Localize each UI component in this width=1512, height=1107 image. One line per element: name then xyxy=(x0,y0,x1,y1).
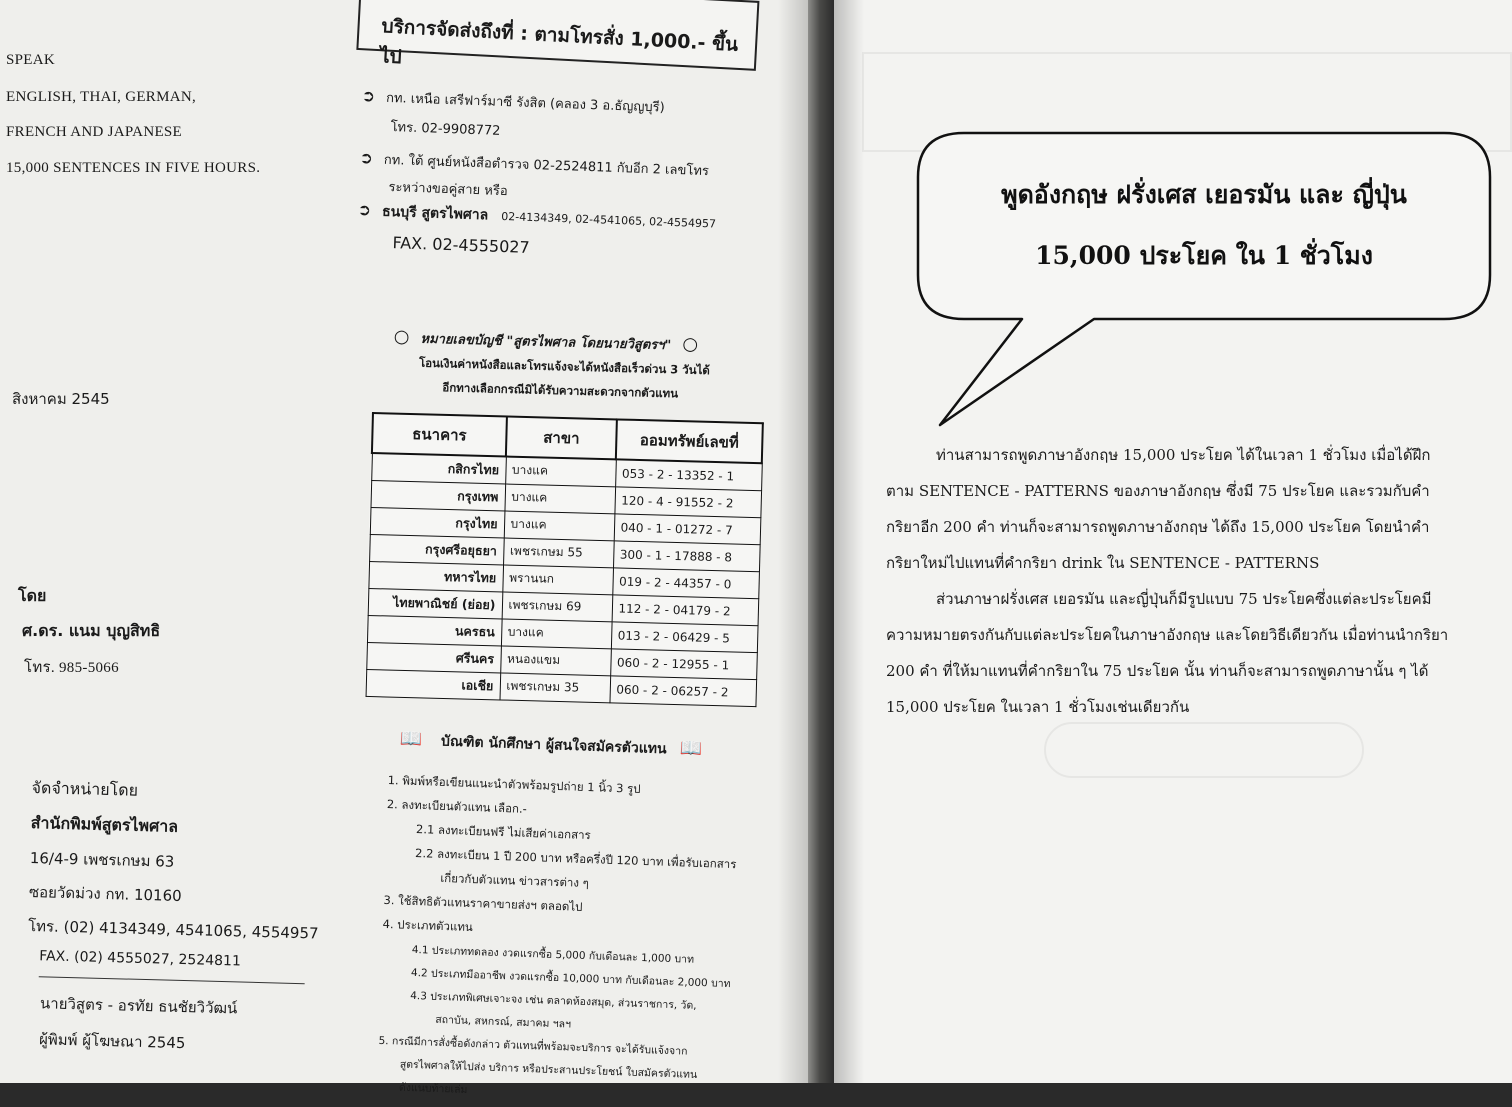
cell-number: 060 - 2 - 12955 - 1 xyxy=(610,648,757,679)
distributor-name: สำนักพิมพ์สูตรไพศาล xyxy=(30,812,179,836)
paragraph-line: ส่วนภาษาฝรั่งเศส เยอรมัน และญี่ปุ่นก็มีรูปแบบ 75 ประโยคซึ่งแต่ละประโยคมี xyxy=(936,590,1432,608)
account-title-row xyxy=(393,326,710,356)
list-item: 3. ใช้สิทธิตัวแทนราคาขายส่งฯ ตลอดไป xyxy=(383,892,583,914)
cell-branch: บางแค xyxy=(504,484,615,514)
cell-bank: ศรีนคร xyxy=(366,642,501,672)
cell-branch: บางแค xyxy=(505,457,616,487)
list-item: 2.1 ลงทะเบียนฟรี ไม่เสียค่าเอกสาร xyxy=(415,822,591,843)
cell-bank: นครธน xyxy=(367,615,502,645)
list-item: ดังแนบท้ายเล่ม xyxy=(398,1081,468,1096)
book-icon: 📖 xyxy=(679,737,703,760)
arrow-icon: ➲ xyxy=(361,86,376,106)
cell-number: 019 - 2 - 44357 - 0 xyxy=(612,567,759,598)
header-bank: ธนาคาร xyxy=(372,413,507,456)
circle-icon: ○ xyxy=(393,326,410,348)
divider xyxy=(39,976,305,984)
cell-bank: กรุงเทพ xyxy=(371,480,506,510)
list-item: 5. กรณีมีการสั่งซื้อดังกล่าว ตัวแทนที่พร้อมจะบริการ จะได้รับแจ้งจาก xyxy=(378,1034,688,1058)
account-block xyxy=(392,326,711,404)
cell-branch: บางแค xyxy=(501,618,612,648)
account-note-2: อีกทางเลือกกรณีมิได้รับความสะดวกจากตัวแทน xyxy=(442,380,679,401)
cell-number: 040 - 1 - 01272 - 7 xyxy=(614,513,761,544)
publish-date: สิงหาคม 2545 xyxy=(12,390,110,408)
page-shadow xyxy=(834,0,864,1083)
paragraph-line: ความหมายตรงกันกับแต่ละประโยคในภาษาอังกฤษ และโดยวิธีเดียวกัน เมื่อท่านนำกริยา xyxy=(886,626,1449,644)
cell-branch: เพชรเกษม 35 xyxy=(500,672,611,702)
publisher-role: ผู้พิมพ์ ผู้โฆษณา 2545 xyxy=(38,1030,186,1053)
cell-bank: กสิกรไทย xyxy=(371,453,506,483)
cell-bank: ทหารไทย xyxy=(368,561,503,591)
delivery-north-phone: โทร. 02-9908772 xyxy=(390,120,501,139)
account-note-1: โอนเงินค่าหนังสือและโทรแจ้งจะได้หนังสือเร็วด่วน 3 วันได้ xyxy=(418,355,711,378)
right-page xyxy=(834,0,1512,1083)
cell-branch: หนองแขม xyxy=(500,645,611,675)
delivery-thonburi: ➲ ธนบุรี สูตรไพศาล 02-4134349, 02-4541065, 02-4554957 xyxy=(357,199,717,231)
cell-bank: กรุงไทย xyxy=(370,507,505,537)
cell-number: 120 - 4 - 91552 - 2 xyxy=(614,486,761,517)
author-phone: โทร. 985-5066 xyxy=(24,660,119,676)
title-line-4: 15,000 SENTENCES IN FIVE HOURS. xyxy=(6,160,261,176)
paragraph-line: 15,000 ประโยค ในเวลา 1 ชั่วโมงเช่นเดียวกัน xyxy=(886,698,1190,716)
paragraph-line: กริยาอีก 200 คำ ท่านก็จะสามารถพูดภาษาอังกฤษ ได้ถึง 15,000 ประโยค โดยนำคำ xyxy=(886,518,1430,536)
arrow-icon: ➲ xyxy=(357,199,372,220)
account-title: หมายเลขบัญชี "สูตรไพศาล โดยนายวิสูตรฯ" xyxy=(420,331,672,354)
cell-bank: กรุงศรีอยุธยา xyxy=(369,534,504,564)
page-shadow xyxy=(778,0,808,1083)
cell-number: 053 - 2 - 13352 - 1 xyxy=(615,459,762,490)
bank-account-table xyxy=(365,412,764,707)
delivery-south: ➲ กท. ใต้ ศูนย์หนังสือตำรวจ 02-2524811 กับอีก 2 เลขโทร xyxy=(359,147,710,180)
list-item: 4. ประเภทตัวแทน xyxy=(382,916,474,935)
cell-number: 060 - 2 - 06257 - 2 xyxy=(609,675,756,706)
cell-bank: เอเชีย xyxy=(366,669,501,699)
list-item: 4.1 ประเภททดลอง งวดแรกซื้อ 5,000 กับเดือนละ 1,000 บาท xyxy=(411,943,695,966)
cell-branch: พรานนก xyxy=(502,564,613,594)
paragraph-1 xyxy=(886,437,1498,725)
list-item: 2.2 ลงทะเบียน 1 ปี 200 บาท หรือครึ่งปี 120 บาท เพื่อรับเอกสาร xyxy=(414,846,737,872)
cell-number: 013 - 2 - 06429 - 5 xyxy=(611,621,758,652)
list-item: เกี่ยวกับตัวแทน ข่าวสารต่าง ๆ xyxy=(440,870,590,891)
cell-bank: ไทยพาณิชย์ (ย่อย) xyxy=(368,588,503,618)
agent-title-row xyxy=(399,728,702,762)
circle-icon: ○ xyxy=(682,333,699,355)
agent-list xyxy=(377,772,739,1107)
delivery-header: บริการจัดส่งถึงที่ : ตามโทรสั่ง 1,000.- ขึ้นไป xyxy=(379,15,739,69)
list-item: 1. พิมพ์หรือเขียนแนะนำตัวพร้อมรูปถ่าย 1 นิ้ว 3 รูป xyxy=(387,772,641,796)
paragraph-line: กริยาใหม่ไปแทนที่คำกริยา drink ใน SENTENCE - PATTERNS xyxy=(886,554,1320,572)
cell-number: 300 - 1 - 17888 - 8 xyxy=(613,540,760,571)
delivery-list xyxy=(356,86,720,263)
title-line-2: ENGLISH, THAI, GERMAN, xyxy=(6,89,197,105)
distributor-address-2: ซอยวัดม่วง กท. 10160 xyxy=(28,882,182,905)
header-branch: สาขา xyxy=(506,417,617,460)
cell-branch: เพชรเกษม 55 xyxy=(503,537,614,567)
delivery-fax: FAX. 02-4555027 xyxy=(392,233,531,257)
bubble-line-2: 15,000 ประโยค ใน 1 ชั่วโมง xyxy=(1035,241,1373,270)
delivery-south-note: ระหว่างขอคู่สาย หรือ xyxy=(388,179,508,200)
paragraph-line: ท่านสามารถพูดภาษาอังกฤษ 15,000 ประโยค ได้ในเวลา 1 ชั่วโมง เมื่อได้ฝึก xyxy=(936,446,1431,464)
title-line-1: SPEAK xyxy=(6,52,56,68)
arrow-icon: ➲ xyxy=(359,147,374,168)
distributor-block xyxy=(25,776,323,1059)
cell-branch: บางแค xyxy=(504,511,615,541)
distributor-fax: FAX. (02) 4555027, 2524811 xyxy=(39,948,242,970)
title-line-3: FRENCH AND JAPANESE xyxy=(6,124,183,140)
delivery-header-box xyxy=(356,0,759,71)
paragraph-line: 200 คำ ที่ให้มาแทนที่คำกริยาใน 75 ประโยค นั้น ท่านก็จะสามารถพูดภาษานั้น ๆ ได้ xyxy=(886,662,1429,680)
paragraph-line: ตาม SENTENCE - PATTERNS ของภาษาอังกฤษ ซึ่งมี 75 ประโยค และรวมกับคำ xyxy=(886,482,1430,500)
list-item: 4.3 ประเภทพิเศษเจาะจง เช่น ตลาดห้องสมุด, ส่วนราชการ, วัด, xyxy=(409,989,697,1012)
cell-branch: เพชรเกษม 69 xyxy=(502,591,613,621)
book-gutter xyxy=(808,0,834,1083)
list-item: 4.2 ประเภทมืออาชีพ งวดแรกซื้อ 10,000 บาท กับเดือนละ 2,000 บาท xyxy=(410,966,731,991)
speech-bubble xyxy=(904,125,1504,435)
distributor-label: จัดจำหน่ายโดย xyxy=(31,777,139,800)
by-label: โดย xyxy=(18,586,47,605)
list-item: 2. ลงทะเบียนตัวแทน เลือก.- xyxy=(386,796,528,816)
cell-number: 112 - 2 - 04179 - 2 xyxy=(612,594,759,625)
distributor-address-1: 16/4-9 เพชรเกษม 63 xyxy=(29,848,175,871)
agent-title: บัณฑิต นักศึกษา ผู้สนใจสมัครตัวแทน xyxy=(440,733,667,758)
delivery-north: ➲ กท. เหนือ เสรีฟาร์มาซี รังสิต (คลอง 3 อ.ธัญญบุรี) xyxy=(361,86,666,116)
book-icon: 📖 xyxy=(399,728,423,750)
list-item: สูตรไพศาลให้ไปส่ง บริการ หรือประสานประโยชน์ ใบสมัครตัวแทน xyxy=(399,1058,698,1081)
distributor-phone: โทร. (02) 4134349, 4541065, 4554957 xyxy=(27,916,319,943)
publisher-name: นายวิสูตร - อรทัย ธนชัยวิวัฒน์ xyxy=(39,994,238,1018)
list-item: สถาบัน, สหกรณ์, สมาคม ฯลฯ xyxy=(435,1013,572,1031)
header-account-number: ออมทรัพย์เลขที่ xyxy=(616,419,763,463)
bubble-line-1: พูดอังกฤษ ฝรั่งเศส เยอรมัน และ ญี่ปุ่น xyxy=(1001,180,1407,209)
author-name: ศ.ดร. แนม บุญสิทธิ xyxy=(22,621,161,640)
show-through-oval xyxy=(1044,722,1364,778)
